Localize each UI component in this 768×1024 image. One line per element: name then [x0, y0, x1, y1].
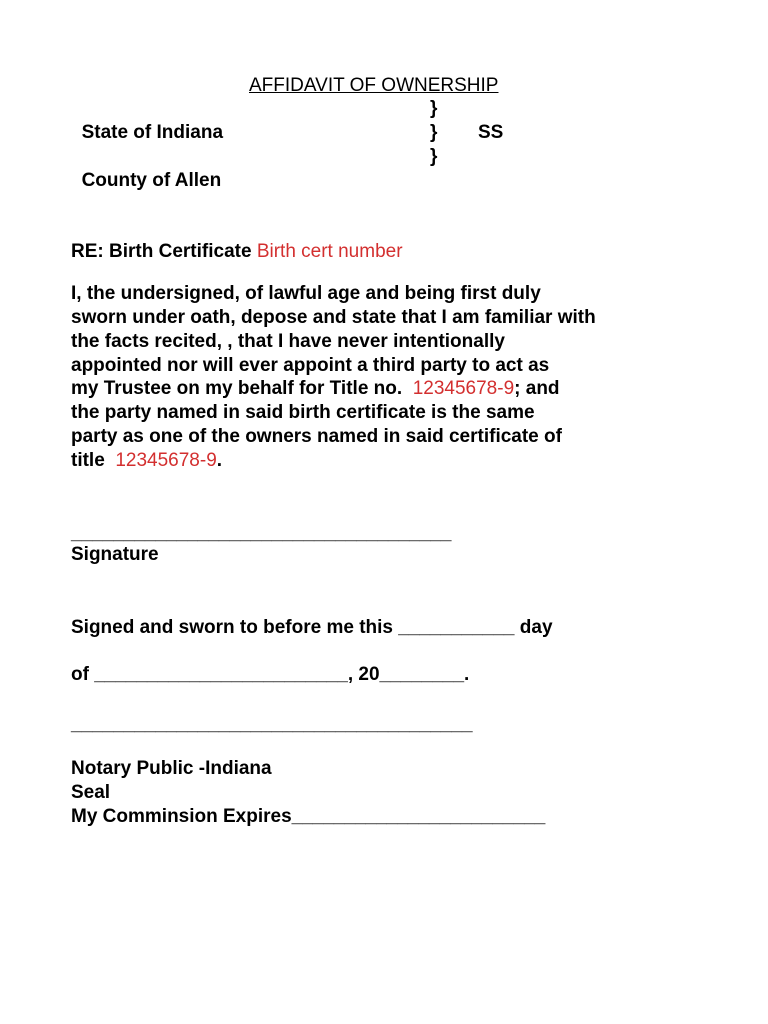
re-label: RE: Birth Certificate [71, 241, 257, 262]
body-line-7: party as one of the owners named in said certificate of [71, 426, 562, 447]
venue-state [71, 97, 223, 145]
signature-label: Signature [71, 544, 159, 565]
document-title: AFFIDAVIT OF OWNERSHIP [249, 75, 499, 96]
venue-brace-2: } [430, 122, 438, 143]
title-number: 12345678-9 [412, 378, 515, 399]
re-line [71, 240, 403, 264]
sworn-line-2: of ________________________, 20________. [71, 664, 470, 685]
venue-county [71, 145, 221, 193]
title-number-2: 12345678-9 [115, 450, 217, 471]
body-line-5 [71, 377, 560, 401]
body-line-6: the party named in said birth certificate is the same [71, 402, 535, 423]
commission-expires: My Comminsion Expires________________________ [71, 806, 546, 827]
state-label: State of Indiana [81, 122, 224, 143]
sworn-line-1: Signed and sworn to before me this ___________ day [71, 617, 553, 638]
birth-cert-number: Birth cert number [256, 241, 403, 262]
notary-label: Notary Public -Indiana [71, 758, 272, 779]
body-line-8-text: title [71, 450, 116, 471]
body-line-3: the facts recited, , that I have never intentionally [71, 331, 505, 352]
venue-brace-3: } [430, 146, 438, 167]
seal-label: Seal [71, 782, 111, 803]
notary-signature-blank[interactable]: ______________________________________ [71, 714, 473, 735]
venue-brace-1: } [430, 98, 438, 119]
body-line-1: I, the undersigned, of lawful age and being first duly [71, 283, 541, 304]
body-line-8 [71, 449, 222, 473]
body-line-4: appointed nor will ever appoint a third party to act as [71, 355, 550, 376]
body-line-5-text: my Trustee on my behalf for Title no. [71, 378, 413, 399]
body-line-5-end: ; and [514, 378, 560, 399]
body-line-2: sworn under oath, depose and state that I am familiar with [71, 307, 596, 328]
venue-ss: SS [478, 122, 504, 143]
body-line-8-end: . [216, 450, 223, 471]
county-label: County of Allen [81, 170, 222, 191]
signature-blank[interactable]: ____________________________________ [71, 523, 452, 544]
